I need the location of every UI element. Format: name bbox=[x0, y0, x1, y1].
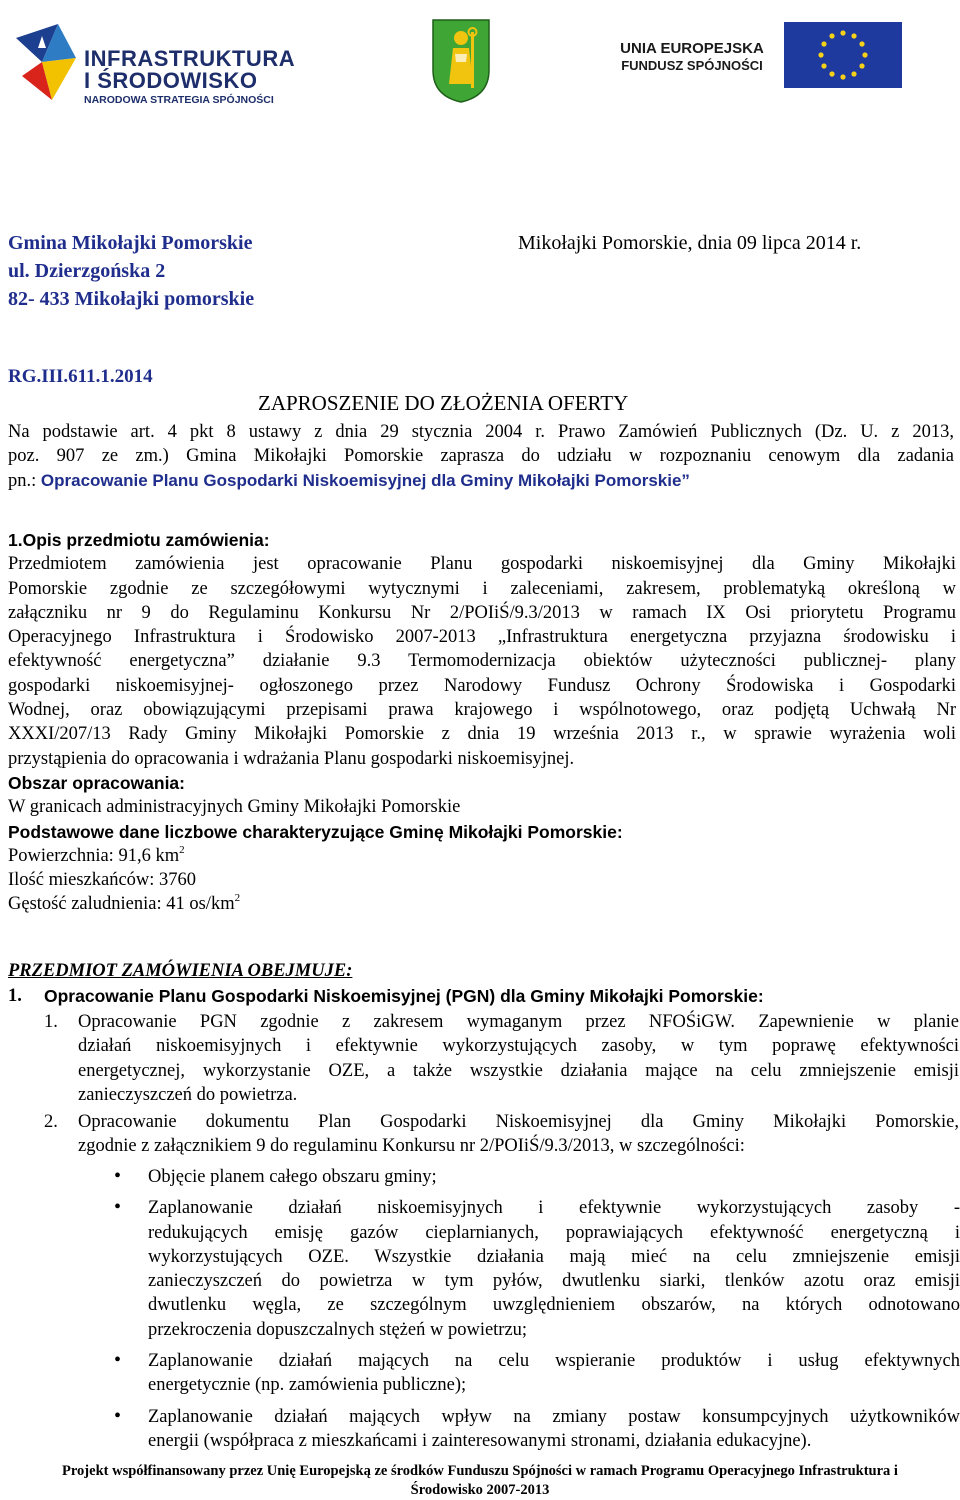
bullet-item bbox=[110, 1165, 960, 1189]
intro-paragraph bbox=[8, 420, 954, 493]
scope-item-title: Opracowanie Planu Gospodarki Niskoemisyjnej (PGN) dla Gminy Mikołajki Pomorskie: bbox=[44, 986, 764, 1006]
section-description bbox=[8, 528, 956, 917]
intro-task-line bbox=[8, 469, 954, 493]
intro-task-prefix: pn.: bbox=[8, 470, 41, 491]
intro-line: Na podstawie art. 4 pkt 8 ustawy z dnia 29 stycznia 2004 r. Prawo Zamówień Publicznych (Dz. U. z 2013, bbox=[8, 422, 954, 442]
sub-item-number: 1. bbox=[44, 1012, 58, 1032]
bullet-line: zanieczyszczeń do powietrza w tym pyłów, dwutlenku siarki, tlenków azotu oraz emisji bbox=[148, 1271, 960, 1292]
sub-item-line: energetycznej, wykorzystanie OZE, a także wszystkie działania mające na celu zmniejszenie emisji bbox=[78, 1060, 959, 1081]
bullet-line: Zaplanowanie działań mających wpływ na zmiany postaw konsumpcyjnych użytkowników bbox=[148, 1406, 960, 1427]
section-heading: 1.Opis przedmiotu zamówienia: bbox=[8, 530, 270, 550]
stat-area-sup: 2 bbox=[179, 843, 185, 856]
eu-title: UNIA EUROPEJSKA bbox=[620, 40, 764, 57]
stat-area bbox=[8, 844, 956, 868]
bullet-line: energetycznie (np. zamówienia publiczne); bbox=[148, 1375, 467, 1396]
scope-item-number: 1. bbox=[8, 986, 22, 1006]
eu-fund-logo bbox=[612, 22, 902, 92]
eu-flag-icon bbox=[784, 22, 902, 88]
coat-of-arms-shield bbox=[431, 18, 491, 104]
infrastruktura-logo bbox=[12, 18, 302, 108]
bullet-icon: • bbox=[114, 1404, 122, 1427]
bullet-line: energii (współpraca z mieszkańcami i zainteresowanymi stronami, działania edukacyjne). bbox=[148, 1430, 812, 1451]
description-line: przystąpienia do opracowania i wdrażania Planu gospodarki niskoemisyjnej. bbox=[8, 748, 575, 769]
bullet-line: wykorzystujących OZE. Wszystkie działania mają mieć na celu zmniejszenie emisji bbox=[148, 1246, 960, 1267]
bullet-line: Zaplanowanie działań mających na celu wspieranie produktów i usług efektywnych bbox=[148, 1351, 960, 1372]
task-name: Opracowanie Planu Gospodarki Niskoemisyjnej dla Gminy Mikołajki Pomorskie” bbox=[40, 470, 690, 490]
area-heading: Obszar opracowania: bbox=[8, 772, 185, 793]
eu-subtitle: FUNDUSZ SPÓJNOŚCI bbox=[621, 58, 763, 73]
sub-item-line: działań niskoemisyjnych i efektywnie wykorzystujących zasoby, w tym poprawę efektywności bbox=[78, 1036, 959, 1057]
description-line: Pomorskie zgodnie ze szczegółowymi wytycznymi i zaleceniami, zakresem, problematyką określoną w bbox=[8, 578, 956, 599]
bullet-icon: • bbox=[114, 1165, 122, 1187]
sub-item-line: zgodnie z załącznikiem 9 do regulaminu Konkursu nr 2/POIiŚ/9.3/2013, w szczególności: bbox=[78, 1136, 745, 1157]
bullet-icon: • bbox=[114, 1349, 122, 1372]
sender-city: 82- 433 Mikołajki pomorskie bbox=[8, 288, 255, 310]
footer-line: Projekt współfinansowany przez Unię Europejską ze środków Funduszu Spójności w ramach Programu Operacyjnego Infrastruktura i bbox=[62, 1463, 898, 1479]
reference-number: RG.III.611.1.2014 bbox=[8, 366, 153, 387]
infrastruktura-logo-mark bbox=[12, 18, 84, 108]
sub-item-1 bbox=[78, 1010, 959, 1107]
stat-area-value: Powierzchnia: 91,6 km bbox=[8, 845, 180, 866]
sender-street: ul. Dzierzgońska 2 bbox=[8, 260, 166, 282]
sub-item-number: 2. bbox=[44, 1112, 58, 1132]
bullet-line: redukujących emisję gazów cieplarnianych, poprawiających efektywność energetyczną i bbox=[148, 1222, 960, 1243]
bullet-line: dwutlenku węgla, ze szczególnym uwzględnieniem obszarów, na których odnotowano bbox=[148, 1295, 960, 1316]
sender-name: Gmina Mikołajki Pomorskie bbox=[8, 232, 253, 254]
footer-line: Środowisko 2007-2013 bbox=[410, 1482, 550, 1498]
sub-item-line: Opracowanie PGN zgodnie z zakresem wymaganym przez NFOŚiGW. Zapewnienie w planie bbox=[78, 1012, 959, 1032]
bullet-item bbox=[110, 1349, 960, 1398]
infrastruktura-title-1: INFRASTRUKTURA bbox=[84, 46, 296, 71]
description-line: gospodarki niskoemisyjnej- ogłoszonego przez Narodowy Fundusz Ochrony Środowiska i Gospodarki bbox=[8, 675, 956, 696]
stat-density-sup: 2 bbox=[234, 892, 241, 905]
page-title: ZAPROSZENIE DO ZŁOŻENIA OFERTY bbox=[258, 391, 629, 415]
coat-of-arms bbox=[431, 18, 491, 104]
bullet-line: Objęcie planem całego obszaru gminy; bbox=[148, 1167, 437, 1187]
bullet-item bbox=[110, 1196, 960, 1342]
intro-line: poz. 907 ze zm.) Gmina Mikołajki Pomorskie zaprasza do udziału w rozpoznaniu cenowym dla zadania bbox=[8, 446, 954, 467]
sub-item-line: zanieczyszczeń do powietrza. bbox=[78, 1084, 298, 1105]
stat-population: Ilość mieszkańców: 3760 bbox=[8, 870, 197, 891]
area-text: W granicach administracyjnych Gminy Mikołajki Pomorskie bbox=[8, 797, 461, 818]
description-line: XXXI/207/13 Rady Gminy Mikołajki Pomorskie z dnia 19 września 2013 r., w sprawie wyrażenia woli bbox=[8, 724, 956, 745]
infrastruktura-title-2: I ŚRODOWISKO bbox=[84, 68, 258, 93]
description-line: Przedmiotem zamówienia jest opracowanie Planu gospodarki niskoemisyjnej dla Gminy Mikołajki bbox=[8, 554, 956, 575]
infrastruktura-subtitle: NARODOWA STRATEGIA SPÓJNOŚCI bbox=[84, 94, 274, 106]
scope-heading: PRZEDMIOT ZAMÓWIENIA OBEJMUJE: bbox=[8, 961, 353, 981]
stat-density bbox=[8, 892, 956, 916]
bullet-item bbox=[110, 1405, 960, 1454]
bullet-list bbox=[110, 1165, 960, 1453]
sub-item-line: Opracowanie dokumentu Plan Gospodarki Niskoemisyjnej dla Gminy Mikołajki Pomorskie, bbox=[78, 1112, 959, 1132]
sub-item-2 bbox=[78, 1110, 959, 1159]
stat-density-value: Gęstość zaludnienia: 41 os/km bbox=[8, 894, 235, 915]
page-footer bbox=[0, 1462, 960, 1500]
description-line: Wodnej, oraz obowiązującymi przepisami prawa krajowego i wspólnotowego, oraz podjętą Uchwałą Nr bbox=[8, 700, 956, 721]
bullet-line: przekroczenia dopuszczalnych stężeń w powietrzu; bbox=[148, 1319, 528, 1340]
description-line: efektywność energetyczna” działanie 9.3 Termomodernizacja obiektów użyteczności publicznej- plany bbox=[8, 651, 956, 672]
bullet-icon: • bbox=[114, 1196, 122, 1219]
bullet-line: Zaplanowanie działań niskoemisyjnych i efektywnie wykorzystujących zasoby - bbox=[148, 1198, 960, 1219]
date-place: Mikołajki Pomorskie, dnia 09 lipca 2014 r. bbox=[518, 232, 862, 254]
stats-heading: Podstawowe dane liczbowe charakteryzujące Gminę Mikołajki Pomorskie: bbox=[8, 821, 623, 842]
description-line: Operacyjnego Infrastruktura i Środowisko 2007-2013 „Infrastruktura energetyczna przyjazna środowisku i bbox=[8, 627, 956, 648]
description-line: załączniku nr 9 do Regulaminu Konkursu Nr 2/POIiŚ/9.3/2013 w ramach IX Osi priorytetu Programu bbox=[8, 602, 956, 623]
